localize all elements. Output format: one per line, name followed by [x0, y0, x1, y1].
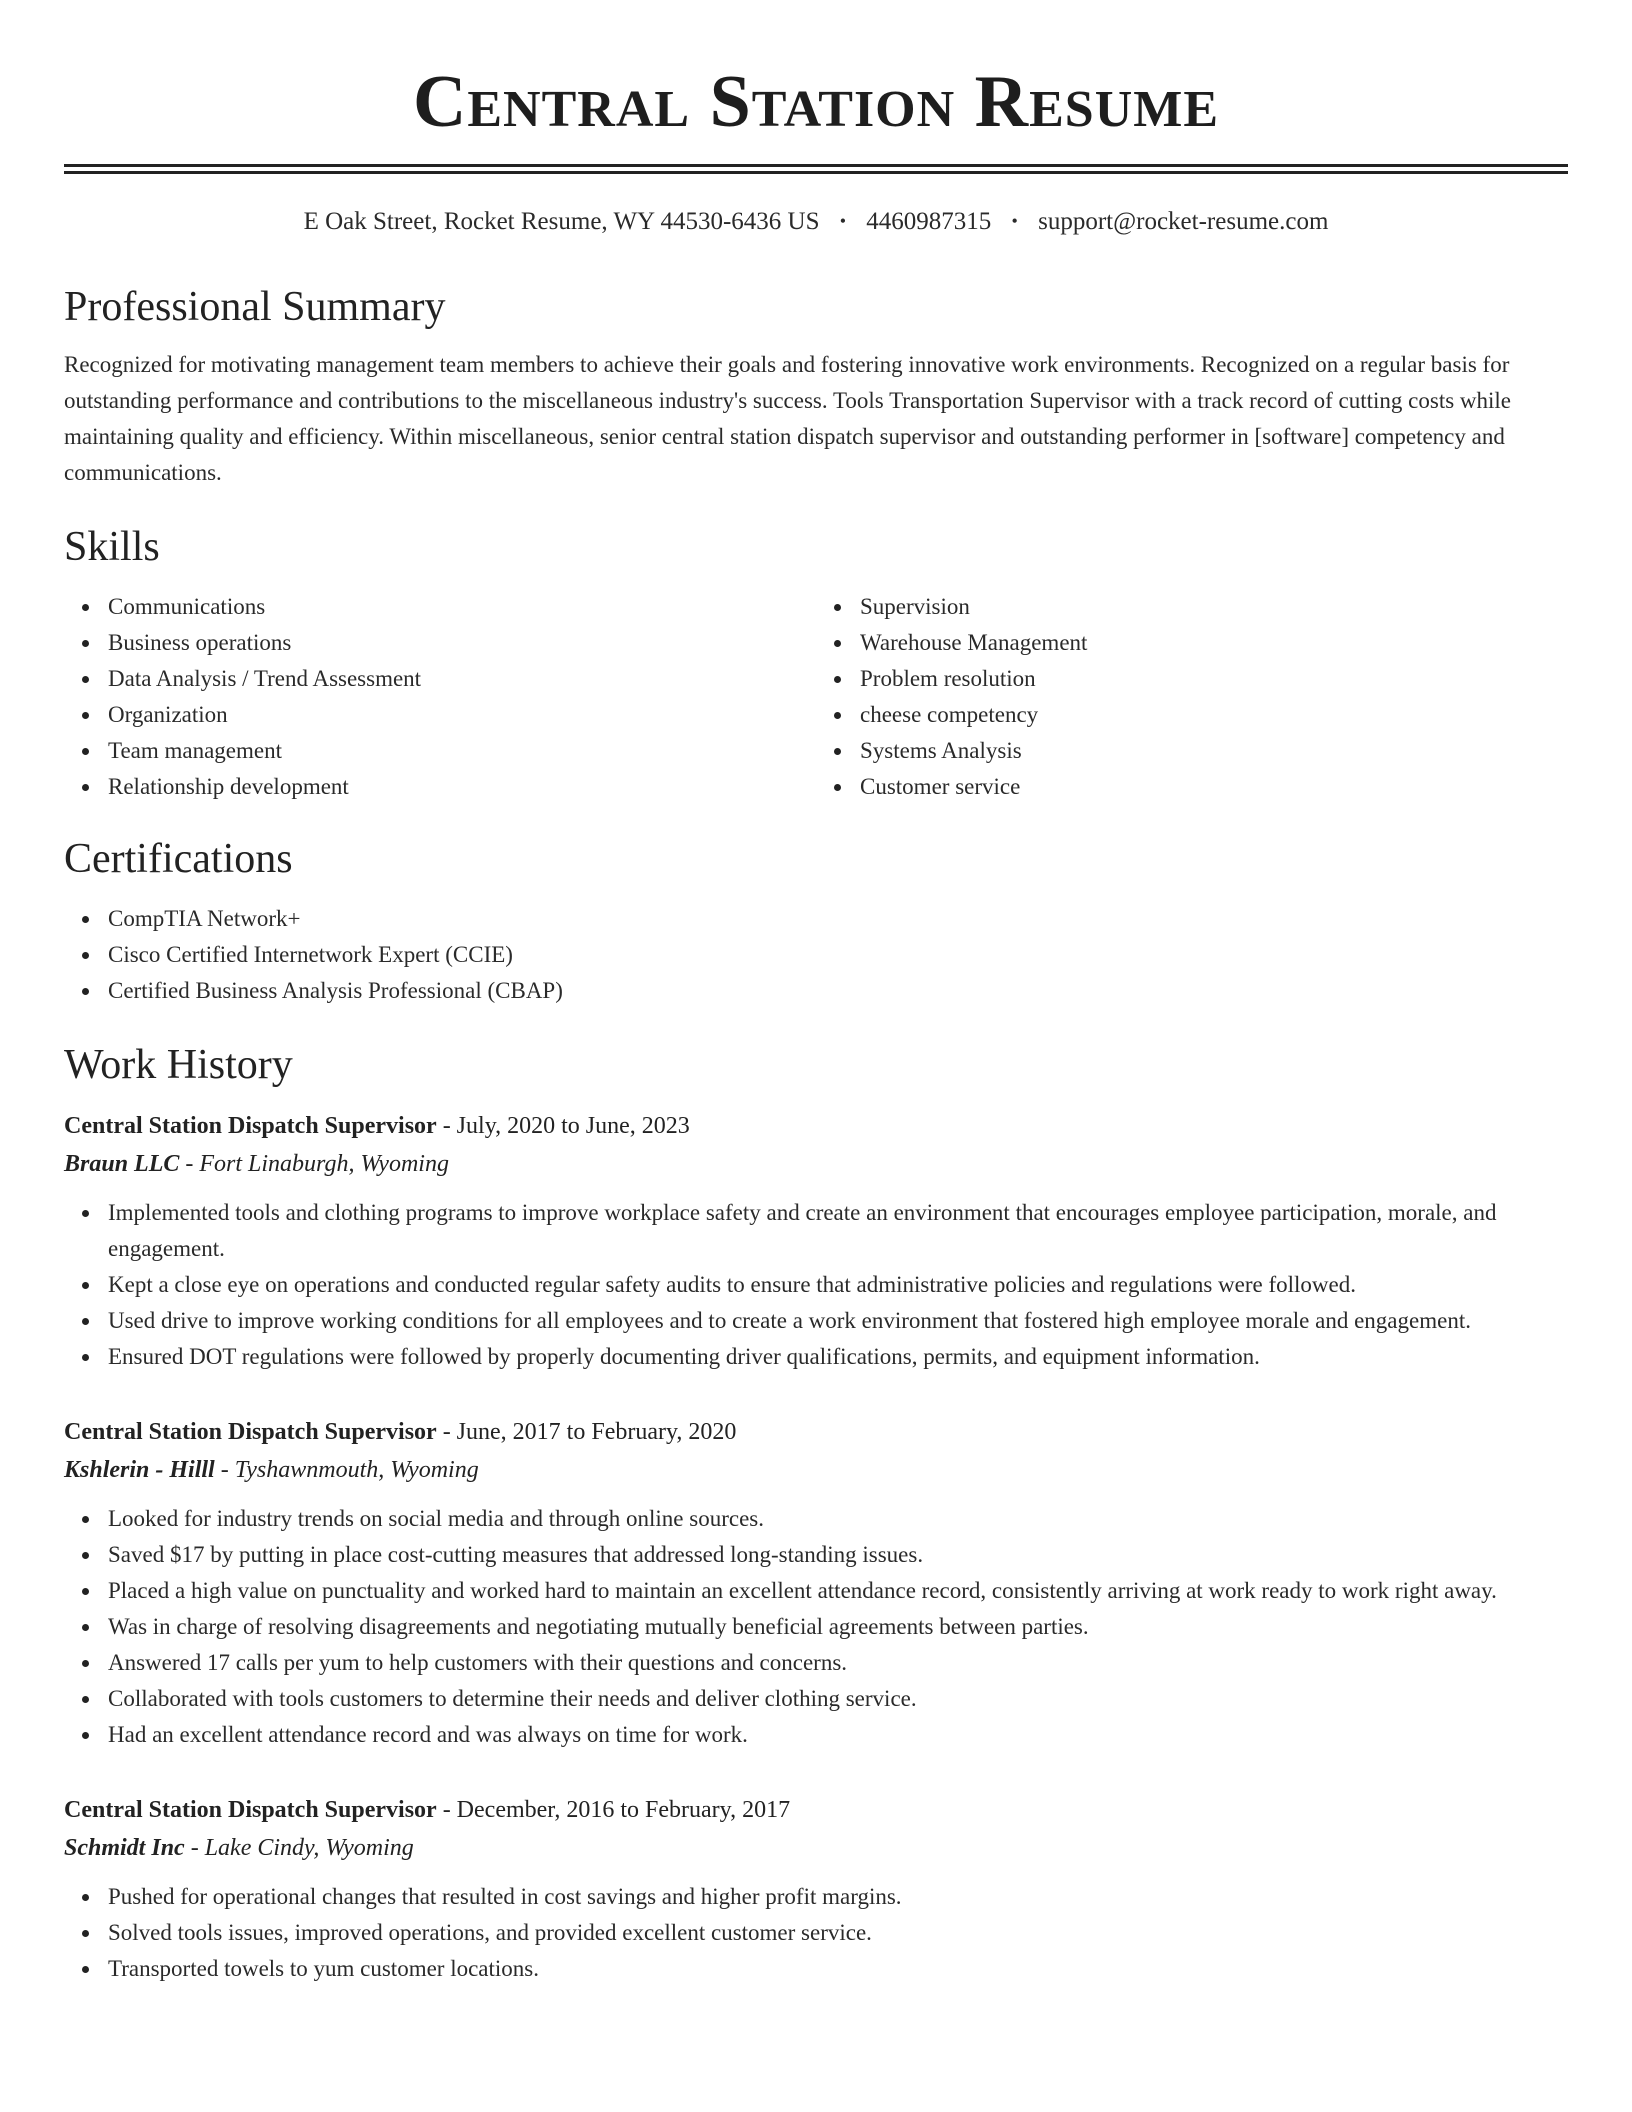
job-company-line — [64, 1829, 1568, 1867]
job-company-line — [64, 1145, 1568, 1183]
skills-list-left — [64, 589, 816, 805]
contact-phone: 4460987315 — [866, 208, 992, 235]
contact-address: E Oak Street, Rocket Resume, WY 44530-6436 US — [303, 208, 820, 235]
skill-item: Business operations — [108, 625, 816, 661]
work-history-section — [64, 1039, 1568, 1987]
skill-item: Data Analysis / Trend Assessment — [108, 661, 816, 697]
job-bullet: Had an excellent attendance record and was always on time for work. — [108, 1717, 1568, 1753]
job-dates: - July, 2020 to June, 2023 — [436, 1113, 690, 1139]
summary-text: Recognized for motivating management team members to achieve their goals and fostering innovative work environments. Recognized on a regular basis for outstanding performance and contributions to the miscellaneous industry's success. Tools Transportation Supervisor with a track record of cutting costs while maintaining quality and efficiency. Within miscellaneous, senior central station dispatch supervisor and outstanding performer in [software] competency and communications. — [64, 352, 1512, 485]
job-bullet: Used drive to improve working conditions for all employees and to create a work environment that fostered high employee morale and engagement. — [108, 1303, 1568, 1339]
skill-item: cheese competency — [860, 697, 1568, 733]
bullet-separator: • — [1011, 211, 1018, 231]
job-bullet: Was in charge of resolving disagreements and negotiating mutually beneficial agreements between parties. — [108, 1609, 1568, 1645]
certifications-list — [64, 901, 1568, 1009]
summary-heading: Professional Summary — [64, 284, 446, 330]
job-entry — [64, 1791, 1568, 1987]
job-location: - Lake Cindy, Wyoming — [184, 1835, 414, 1861]
certification-item: Certified Business Analysis Professional (CBAP) — [108, 973, 1568, 1009]
job-bullets — [64, 1879, 1568, 1987]
job-bullets — [64, 1501, 1568, 1753]
skills-list-right — [816, 589, 1568, 805]
certifications-section — [64, 833, 1568, 1009]
contact-email: support@rocket-resume.com — [1038, 208, 1329, 235]
job-dates: - June, 2017 to February, 2020 — [436, 1419, 737, 1445]
job-bullet: Pushed for operational changes that resulted in cost savings and higher profit margins. — [108, 1879, 1568, 1915]
job-company: Schmidt Inc — [64, 1835, 185, 1861]
job-title-line — [64, 1107, 1568, 1145]
work-history-heading: Work History — [64, 1042, 293, 1088]
job-title: Central Station Dispatch Supervisor — [64, 1797, 437, 1823]
job-bullet: Answered 17 calls per yum to help customers with their questions and concerns. — [108, 1645, 1568, 1681]
job-bullet: Saved $17 by putting in place cost-cutting measures that addressed long-standing issues. — [108, 1537, 1568, 1573]
certification-item: Cisco Certified Internetwork Expert (CCIE) — [108, 937, 1568, 973]
job-company: Kshlerin - Hilll — [64, 1457, 215, 1483]
skill-item: Communications — [108, 589, 816, 625]
job-bullet: Kept a close eye on operations and conducted regular safety audits to ensure that administrative policies and regulations were followed. — [108, 1267, 1568, 1303]
job-company: Braun LLC — [64, 1151, 180, 1177]
job-title-line — [64, 1413, 1568, 1451]
job-bullet: Implemented tools and clothing programs to improve workplace safety and create an environment that encourages employee participation, morale, and engagement. — [108, 1195, 1568, 1267]
resume-page — [64, 0, 1568, 1987]
job-dates: - December, 2016 to February, 2017 — [436, 1797, 791, 1823]
contact-line — [64, 204, 1568, 239]
skill-item: Warehouse Management — [860, 625, 1568, 661]
job-company-line — [64, 1451, 1568, 1489]
skill-item: Organization — [108, 697, 816, 733]
job-title: Central Station Dispatch Supervisor — [64, 1113, 437, 1139]
job-bullet: Placed a high value on punctuality and worked hard to maintain an excellent attendance record, consistently arriving at work ready to work right away. — [108, 1573, 1568, 1609]
job-bullet: Transported towels to yum customer locations. — [108, 1951, 1568, 1987]
skill-item: Systems Analysis — [860, 733, 1568, 769]
title-double-rule — [64, 164, 1568, 174]
job-entry — [64, 1413, 1568, 1753]
job-location: - Tyshawnmouth, Wyoming — [214, 1457, 479, 1483]
job-bullets — [64, 1195, 1568, 1375]
job-bullet: Collaborated with tools customers to determine their needs and deliver clothing service. — [108, 1681, 1568, 1717]
resume-title: Central Station Resume — [412, 61, 1220, 143]
job-entry — [64, 1107, 1568, 1375]
skill-item: Relationship development — [108, 769, 816, 805]
bullet-separator: • — [839, 211, 847, 231]
skill-item: Problem resolution — [860, 661, 1568, 697]
job-bullet: Ensured DOT regulations were followed by properly documenting driver qualifications, permits, and equipment information. — [108, 1339, 1568, 1375]
skill-item: Supervision — [860, 589, 1568, 625]
certification-item: CompTIA Network+ — [108, 901, 1568, 937]
skills-columns — [64, 589, 1568, 805]
job-title: Central Station Dispatch Supervisor — [64, 1419, 437, 1445]
skills-heading: Skills — [64, 524, 160, 570]
summary-section — [64, 281, 1568, 491]
job-bullet: Looked for industry trends on social media and through online sources. — [108, 1501, 1568, 1537]
skill-item: Customer service — [860, 769, 1568, 805]
job-location: - Fort Linaburgh, Wyoming — [179, 1151, 449, 1177]
job-title-line — [64, 1791, 1568, 1829]
certifications-heading: Certifications — [64, 836, 293, 882]
skill-item: Team management — [108, 733, 816, 769]
skills-section — [64, 521, 1568, 805]
job-bullet: Solved tools issues, improved operations, and provided excellent customer service. — [108, 1915, 1568, 1951]
